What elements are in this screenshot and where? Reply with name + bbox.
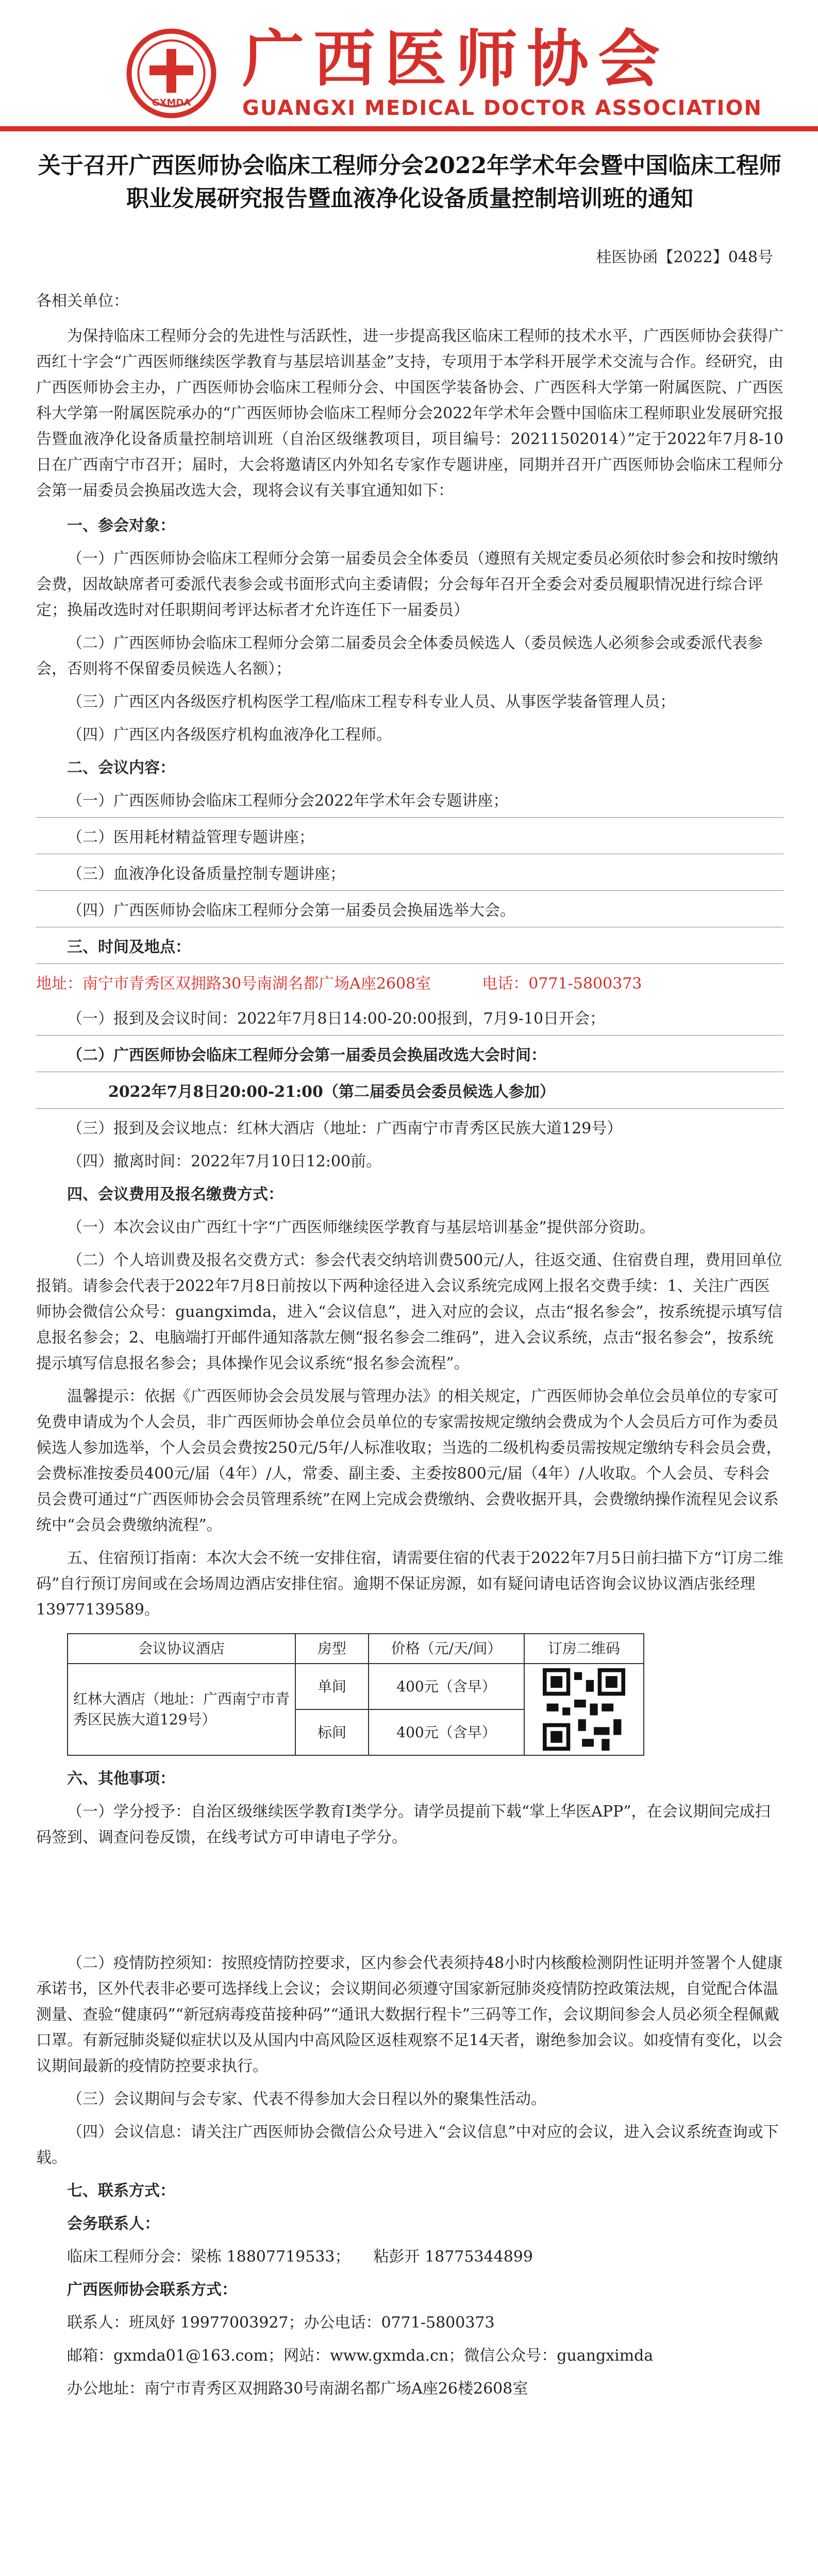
- list-item: （四）广西医师协会临床工程师分会第一届委员会换届选举大会。: [36, 898, 783, 927]
- room-type-cell: 单间: [295, 1664, 369, 1709]
- blank-gap: [36, 1858, 783, 1951]
- list-item: （四）撤离时间：2022年7月10日12:00前。: [67, 1153, 382, 1171]
- list-item: （二）广西医师协会临床工程师分会第一届委员会换届改选大会时间：: [36, 1043, 783, 1072]
- list-item: （一）报到及会议时间：2022年7月8日14:00-20:00报到，7月9-10日开会；: [36, 1006, 783, 1036]
- contact-group-heading: 广西医师协会联系方式：: [67, 2281, 237, 2299]
- section-fees-heading: 四、会议费用及报名缴费方式：: [67, 1185, 283, 1204]
- salutation: 各相关单位：: [36, 292, 129, 310]
- contact-line: 临床工程师分会：梁栋 18807719533； 粘彭开 18775344899: [67, 2248, 533, 2266]
- section-other-heading: 六、其他事项：: [67, 1770, 175, 1788]
- room-type-cell: 标间: [295, 1709, 369, 1755]
- list-item: （三）报到及会议地点：红林大酒店（地址：广西南宁市青秀区民族大道129号）: [67, 1120, 623, 1138]
- section-attendees-heading: 一、参会对象：: [67, 517, 175, 535]
- table-header: 房型: [295, 1634, 369, 1664]
- accommodation-paragraph: 五、住宿预订指南：本次大会不统一安排住宿，请需要住宿的代表于2022年7月5日前扫描下方“订房二维码”自行预订房间或在会场周边酒店安排住宿。逾期不保证房源，如有疑问请电话咨询会议协议酒店张经理13977139589。: [36, 1549, 783, 1619]
- list-item: （一）学分授予：自治区级继续医学教育I类学分。请学员提前下载“掌上华医APP”，在会议期间完成扫码签到、调查问卷反馈，在线考试方可申请电子学分。: [36, 1803, 771, 1846]
- org-name-cn: 广西医师协会: [242, 23, 669, 95]
- section-contact-heading: 七、联系方式：: [67, 2182, 175, 2200]
- intro-paragraph: 为保持临床工程师分会的先进性与活跃性，进一步提高我区临床工程师的技术水平，广西医师协会获得广西红十字会“广西医师继续医学教育与基层培训基金”支持，专项用于本学科开展学术交流与合作。经研究，由广西医师协会主办，广西医师协会临床工程师分会、中国医学装备协会、广西医科大学第一附属医院、广西医科大学第一附属医院承办的“广西医师协会临床工程师分会2022年学术年会暨中国临床工程师职业发展研究报告暨血液净化设备质量控制培训班（自治区级继教项目，项目编号：2021150201​4）”定于2022年7月8-10日在广西南宁市召开；届时，大会将邀请区内外知名专家作专题讲座，同期并召开广西医师协会临床工程师分会第一届委员会换届改选大会，现将会议有关事宜通知如下：: [36, 327, 783, 500]
- list-item: （一）广西医师协会临床工程师分会第一届委员会全体委员（遵照有关规定委员必须依时参会和按时缴纳会费，因故缺席者可委派代表参会或书面形式向主委请假；分会每年召开全委会对委员履职情况进行综合评定；换届改选时对任职期间考评达标者才允许连任下一届委员）: [36, 550, 778, 619]
- list-item: （三）广西区内各级医疗机构医学工程/临床工程专科专业人员、从事医学装备管理人员；: [67, 693, 676, 711]
- section-content-heading: 二、会议内容：: [67, 759, 175, 777]
- hotel-table: [67, 1633, 644, 1756]
- contact-group-heading: 会务联系人：: [67, 2215, 160, 2233]
- reminder-paragraph: 温馨提示：依据《广西医师协会会员发展与管理办法》的相关规定，广西医师协会单位会员单位的专家可免费申请成为个人会员，非广西医师协会单位会员单位的专家需按规定缴纳会费成为个人会员后方可作为委员候选人参加选举，个人会员会费按250元/5年/人标准收取；当选的二级机构委员需按规定缴纳专科会员会费，会费标准按委员400元/届（4年）/人，常委、副主委、主委按800元/届（4年）/人收取。个人会员、专科会员会费可通过“广西医师协会会员管理系统”在网上完成会费缴纳、会费收据开具，会费缴纳操作流程见会议系统中“会员会费缴纳流程”。: [36, 1387, 782, 1534]
- logo-text: GXMDA: [152, 97, 191, 108]
- contact-line: 联系人：班凤妤 19977003927；办公电话：0771-5800373: [67, 2314, 495, 2332]
- table-header: 订房二维码: [524, 1634, 644, 1664]
- hotel-name-cell: 红林大酒店（地址：广西南宁市青秀区民族大道129号）: [68, 1664, 295, 1755]
- phone-text: 电话：0771-5800373: [482, 975, 642, 993]
- list-item: （二）医用耗材精益管理专题讲座；: [36, 825, 783, 854]
- notice-title: 关于召开广西医师协会临床工程师分会2022年学术年会暨中国临床工程师职业发展研究报告暨血液净化设备质量控制培训班的通知: [38, 152, 782, 212]
- list-item: （二）个人培训费及报名交费方式：参会代表交纳培训费500元/人，往返交通、住宿费自理，费用回单位报销。请参会代表于2022年7月8日前按以下两种途径进入会议系统完成网上报名交费手续：1、关注广西医师协会微信公众号：guangximda，进入“会议信息”，进入对应的会议，点击“报名参会”，按系统提示填写信息报名参会；2、电脑端打开邮件通知落款左侧“报名参会二维码”，进入会议系统，点击“报名参会”，按系统提示填写信息报名参会；具体操作见会议系统“报名参会流程”。: [36, 1251, 783, 1372]
- document-number: 桂医协函【2022】048号: [596, 248, 773, 266]
- list-item: 2022年7月8日20:00-21:00（第二届委员会委员候选人参加）: [36, 1079, 783, 1109]
- list-item: （一）本次会议由广西红十字“广西医师继续医学教育与基层培训基金”提供部分资助。: [67, 1218, 655, 1236]
- header-rule: [0, 126, 818, 131]
- table-row: [68, 1634, 644, 1664]
- org-name-en: GUANGXI MEDICAL DOCTOR ASSOCIATION: [242, 96, 763, 120]
- list-item: （二）疫情防控须知：按照疫情防控要求，区内参会代表须持48小时内核酸检测阴性证明并签署个人健康承诺书，区外代表非必要可选择线上会议；会议期间必须遵守国家新冠肺炎疫情防控政策法规，自觉配合体温测量、查验“健康码”“新冠病毒疫苗接种码”“通讯大数据行程卡”三码等工作，会议期间参会人员必须全程佩戴口罩。有新冠肺炎疑似症状以及从国内中高风险区返桂观察不足14天者，谢绝参加会议。如疫情有变化，以会议期间最新的疫情防控要求执行。: [36, 1954, 783, 2075]
- notice-body: [36, 289, 783, 2409]
- table-row: [68, 1664, 644, 1709]
- list-item: （四）会议信息：请关注广西医师协会微信公众号进入“会议信息”中对应的会议，进入会议系统查询或下载。: [36, 2123, 779, 2167]
- contact-address-line: [36, 971, 783, 997]
- list-item: （四）广西区内各级医疗机构血液净化工程师。: [67, 726, 392, 744]
- association-logo-icon: [126, 28, 216, 118]
- list-item: （三）会议期间与会专家、代表不得参加大会日程以外的聚集性活动。: [67, 2090, 546, 2108]
- contact-line: 邮箱：gxmda01@163.com；网站：www.gxmda.cn；微信公众号：guangximda: [67, 2347, 654, 2365]
- letterhead: [0, 0, 818, 126]
- list-item: （三）血液净化设备质量控制专题讲座；: [36, 861, 783, 891]
- booking-qr-cell[interactable]: [524, 1664, 644, 1755]
- table-header: 会议协议酒店: [68, 1634, 295, 1664]
- booking-qr-code-icon[interactable]: [543, 1668, 625, 1751]
- price-cell: 400元（含早）: [369, 1664, 524, 1709]
- price-cell: 400元（含早）: [369, 1709, 524, 1755]
- contact-line: 办公地址：南宁市青秀区双拥路30号南湖名都广场A座26楼2608室: [67, 2380, 528, 2398]
- table-header: 价格（元/天/间）: [369, 1634, 524, 1664]
- section-time-place-heading: 三、时间及地点：: [36, 935, 783, 964]
- address-text: 地址：南宁市青秀区双拥路30号南湖名都广场A座2608室: [36, 975, 431, 993]
- list-item: （二）广西医师协会临床工程师分会第二届委员会全体委员候选人（委员候选人必须参会或委派代表参会，否则将不保留委员候选人名额）；: [36, 634, 763, 678]
- list-item: （一）广西医师协会临床工程师分会2022年学术年会专题讲座；: [36, 788, 783, 818]
